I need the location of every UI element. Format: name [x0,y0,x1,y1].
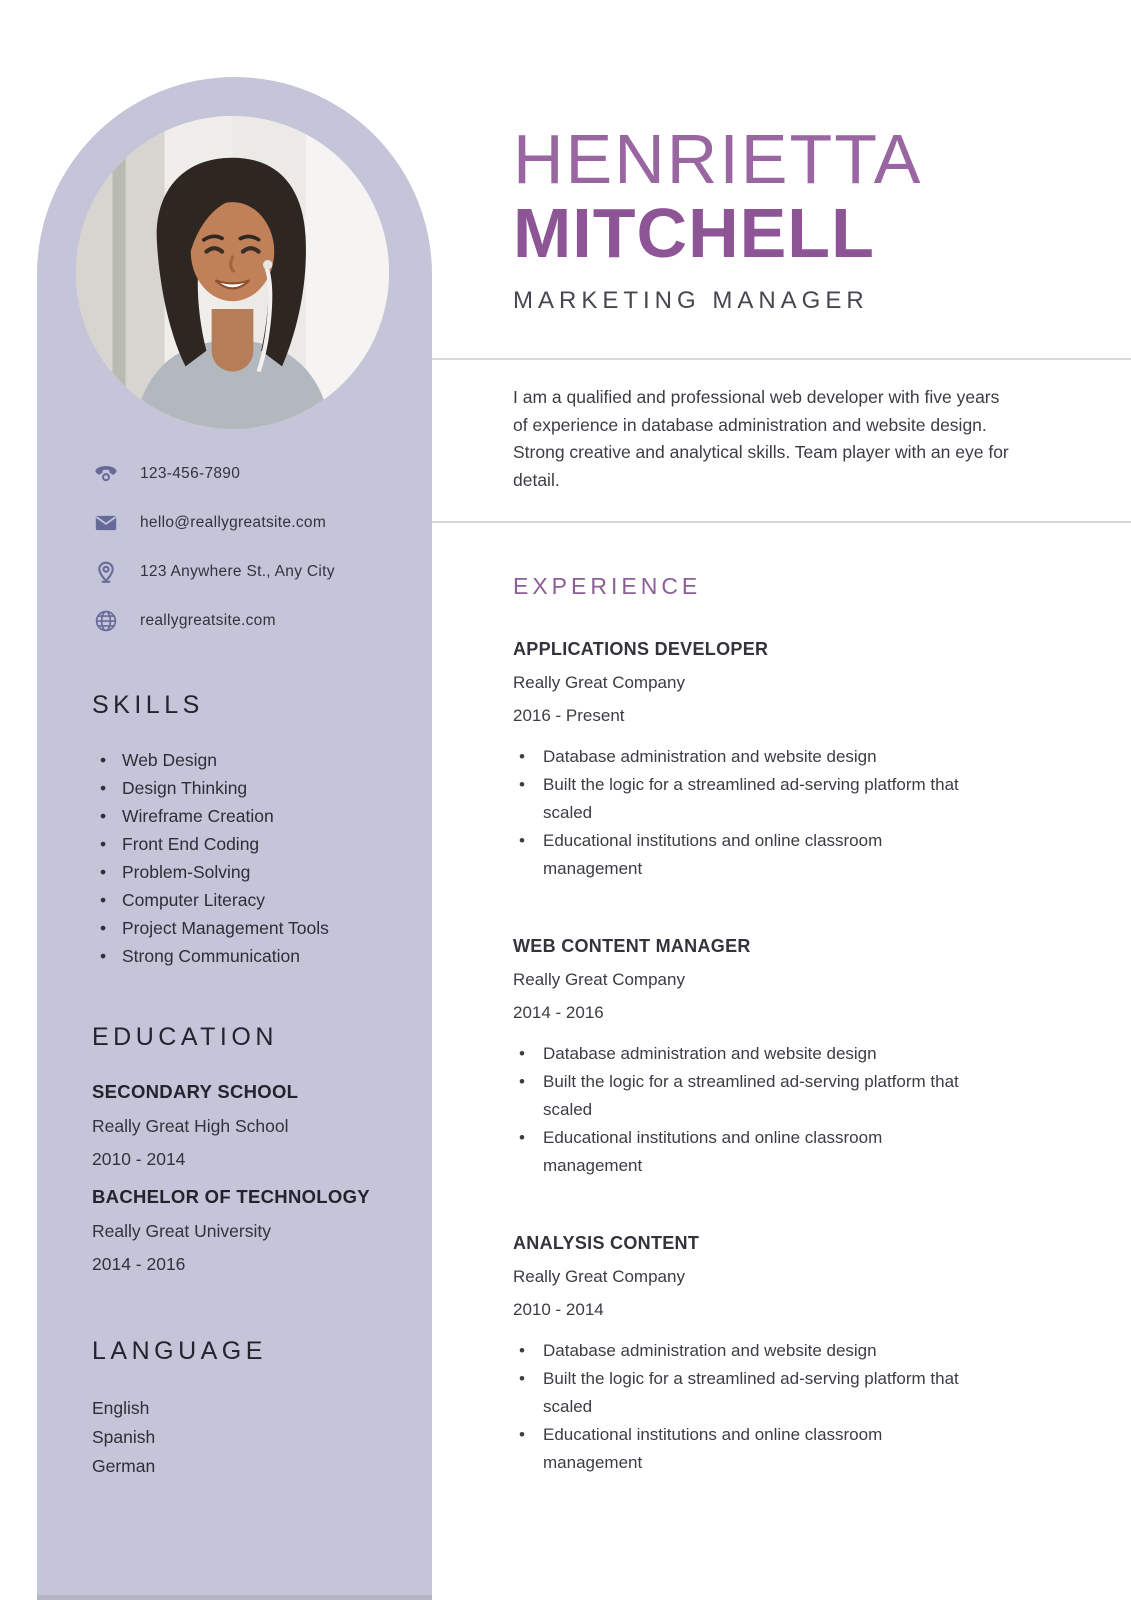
language-heading: LANGUAGE [92,1337,267,1365]
job-company: Really Great Company [513,673,685,692]
skill-item: • Front End Coding [92,830,412,858]
education-degree: BACHELOR OF TECHNOLOGY [92,1186,370,1207]
skill-item: • Wireframe Creation [92,802,412,830]
skills-heading: SKILLS [92,691,204,719]
contact-item-address [92,558,402,586]
job-bullet: • Built the logic for a streamlined ad-serving platform that scaled [513,1068,983,1124]
first-name: HENRIETTA [513,120,923,198]
avatar-illustration [76,116,389,429]
job-bullet: • Educational institutions and online classroom management [513,1124,983,1180]
email-address: hello@reallygreatsite.com [140,514,327,531]
last-name: MITCHELL [513,194,875,272]
language-item: German [92,1456,156,1476]
education-dates: 2014 - 2016 [92,1254,186,1274]
job-bullet: • Database administration and website design [513,1040,983,1068]
job-title: WEB CONTENT MANAGER [513,936,751,956]
skill-item: • Web Design [92,746,412,774]
skill-item: • Strong Communication [92,942,412,970]
job-dates: 2014 - 2016 [513,1003,604,1022]
job-title: APPLICATIONS DEVELOPER [513,639,769,659]
education-section [92,1022,412,1290]
profile-photo [76,116,389,429]
skills-list [92,746,412,970]
job-dates: 2016 - Present [513,706,625,725]
job-entry [513,935,1033,1180]
phone-number: 123-456-7890 [140,465,241,482]
job-bullet-list [513,1337,983,1477]
contact-item-phone [92,460,402,488]
skill-item: • Problem-Solving [92,858,412,886]
phone-icon [92,461,119,488]
job-bullet-list [513,743,983,883]
envelope-icon [92,510,119,537]
education-degree: SECONDARY SCHOOL [92,1081,299,1102]
divider-line [432,521,1131,523]
skill-item: • Computer Literacy [92,886,412,914]
education-entries [92,1080,412,1276]
language-item: Spanish [92,1427,156,1447]
street-address: 123 Anywhere St., Any City [140,563,335,580]
job-title-header: MARKETING MANAGER [513,287,869,314]
location-pin-icon [92,559,119,586]
skill-item: • Design Thinking [92,774,412,802]
job-bullet: • Database administration and website design [513,743,983,771]
education-school: Really Great University [92,1221,271,1241]
name-block [513,122,1113,315]
job-dates: 2010 - 2014 [513,1300,604,1319]
language-section [92,1336,412,1481]
job-entry [513,638,1033,883]
job-company: Really Great Company [513,970,685,989]
website-url: reallygreatsite.com [140,612,276,629]
job-title: ANALYSIS CONTENT [513,1233,700,1253]
job-bullet: • Educational institutions and online classroom management [513,827,983,883]
experience-heading: EXPERIENCE [513,573,702,599]
education-school: Really Great High School [92,1116,289,1136]
summary-paragraph: I am a qualified and professional web developer with five years of experience in database administration and website design. Strong creative and analytical skills. Team player with an eye for detail. [513,387,1009,490]
job-company: Really Great Company [513,1267,685,1286]
contact-item-email [92,509,402,537]
education-dates: 2010 - 2014 [92,1149,186,1169]
education-heading: EDUCATION [92,1023,278,1051]
skills-section [92,690,412,970]
job-bullet-list [513,1040,983,1180]
experience-entries [513,638,1033,1529]
job-entry [513,1232,1033,1477]
language-list [92,1394,412,1481]
contact-item-website [92,607,402,635]
education-entry [92,1185,412,1276]
contact-list [92,460,402,656]
job-bullet: • Educational institutions and online classroom management [513,1421,983,1477]
education-entry [92,1080,412,1171]
divider-line [432,358,1131,360]
globe-icon [92,608,119,635]
job-bullet: • Database administration and website design [513,1337,983,1365]
language-item: English [92,1398,150,1418]
job-bullet: • Built the logic for a streamlined ad-serving platform that scaled [513,1365,983,1421]
job-bullet: • Built the logic for a streamlined ad-serving platform that scaled [513,771,983,827]
skill-item: • Project Management Tools [92,914,412,942]
